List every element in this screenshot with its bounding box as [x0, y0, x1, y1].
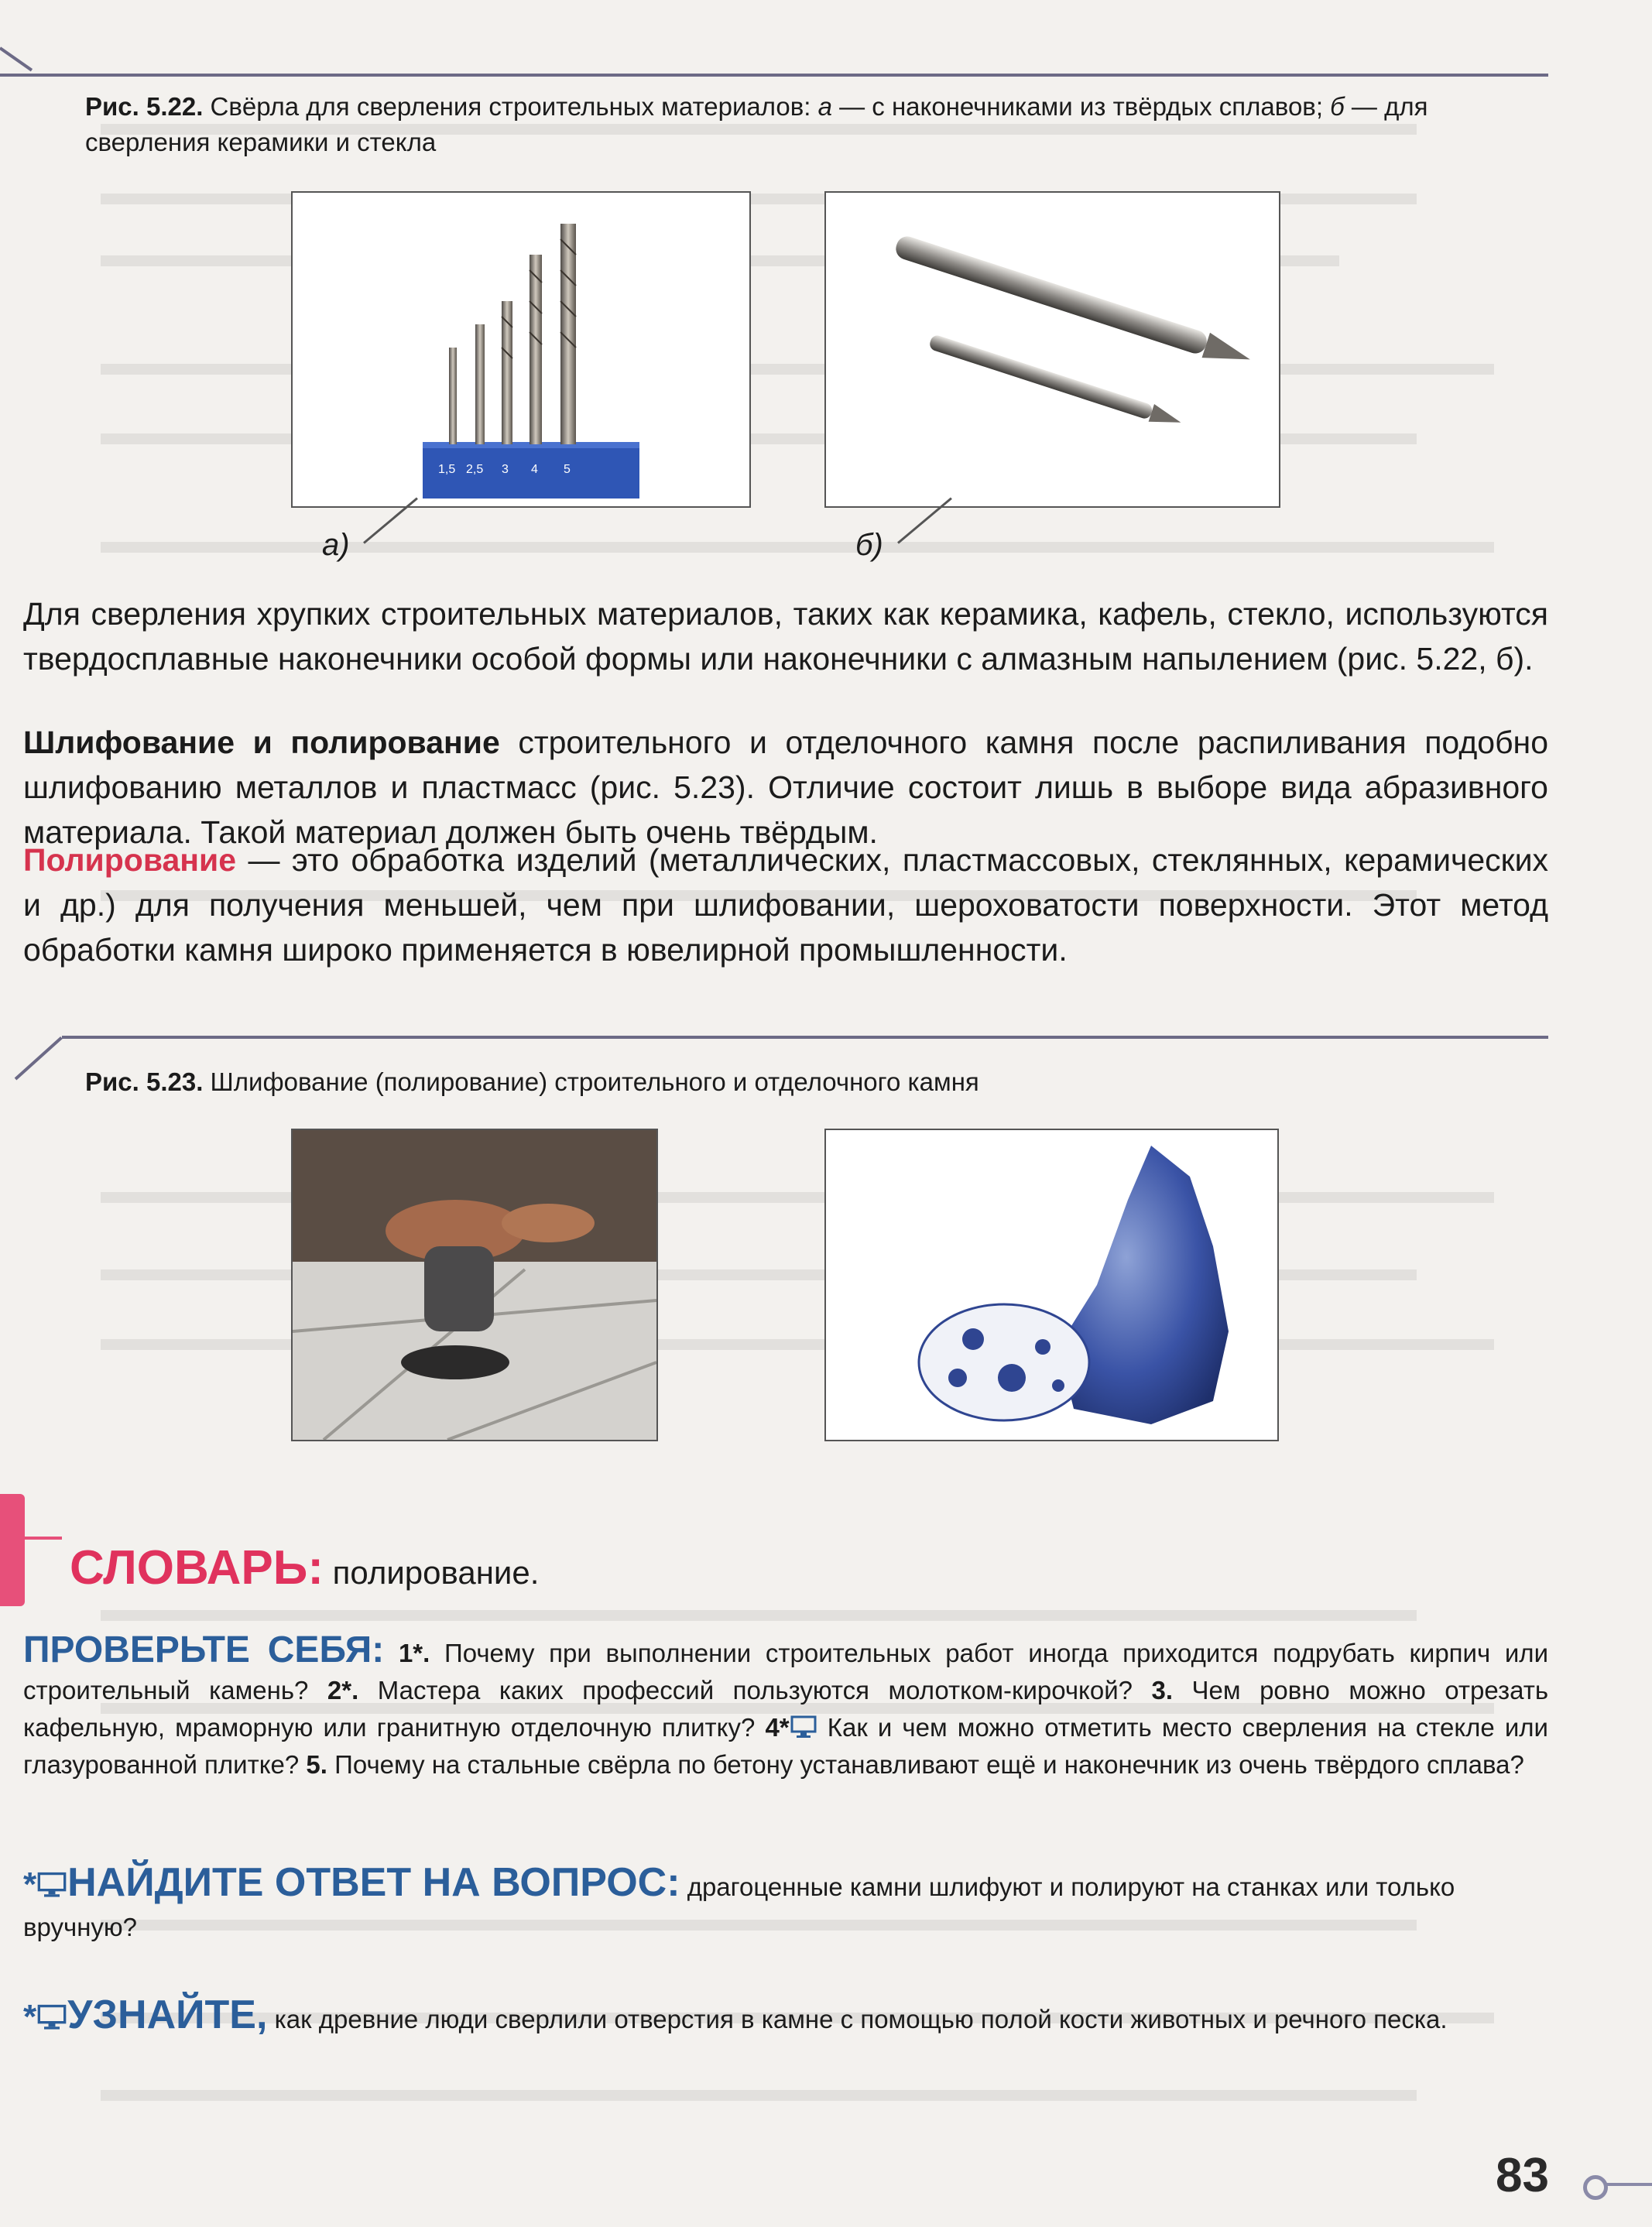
computer-icon: [790, 1715, 817, 1739]
side-marker: [0, 1494, 25, 1606]
term-grinding: Шлифование и полирование: [23, 725, 500, 760]
grinding-illustration: [293, 1130, 656, 1440]
drill-size-label: 2,5: [466, 463, 484, 476]
find-answer-block: [23, 1862, 1548, 1948]
find-answer-star: *: [23, 1866, 37, 1903]
find-answer-heading: НАЙДИТЕ ОТВЕТ НА ВОПРОС:: [67, 1860, 680, 1905]
side-marker-tick: [23, 1537, 62, 1540]
check-yourself-heading: ПРОВЕРЬТЕ СЕБЯ:: [23, 1629, 385, 1670]
figure-stones-photo: [824, 1129, 1279, 1441]
drill-size-label: 5: [564, 463, 571, 476]
check-yourself-block: ПРОВЕРЬТЕ СЕБЯ: 1*. Почему при выполнении строительных работ иногда приходится подрубать кирпич или строительный камень? 2*. Мастера каких профессий пользуются молотком-кирочкой? 3. Чем ровно можно отрезать кафельную, мраморную или гранитную отделочную плитку? 4* Как и чем можно отметить место сверления на стекле или глазурованной плитке? 5. Почему на стальные свёрла по бетону устанавливают ещё и наконечник из очень твёрдого сплава?: [23, 1629, 1549, 1779]
drill-set-illustration: [293, 193, 749, 506]
top-rule-corner: [0, 46, 33, 71]
computer-icon: [36, 1871, 67, 1899]
figure-5-23-caption: Рис. 5.23. Шлифование (полирование) строительного и отделочного камня: [85, 1067, 979, 1096]
find-answer-text: драгоценные камни шлифуют и полируют на станках или только вручную?: [23, 1872, 1455, 1941]
figure-grinding-photo: [291, 1129, 658, 1441]
paragraph-grinding: Шлифование и полирование строительного и отделочного камня после распиливания подобно шлифованию металлов и пластмасс (рис. 5.23). Отличие состоит лишь в выборе вида абразивного материала. Такой материал должен быть очень твёрдым.: [23, 725, 1548, 850]
term-polishing: Полирование: [23, 842, 237, 878]
drill-size-label: 1,5: [438, 463, 456, 476]
computer-icon: [36, 2003, 67, 2031]
figure-b-label: б): [855, 528, 883, 562]
figure-label: Рис. 5.22.: [85, 92, 204, 121]
learn-text: как древние люди сверлили отверстия в камне с помощью полой кости животных и речного песка.: [267, 2005, 1448, 2033]
figure-drill-set-image: [291, 191, 751, 508]
paragraph-polishing: Полирование — это обработка изделий (металлических, пластмассовых, стеклянных, керамических и др.) для получения меньшей, чем при шлифовании, шероховатости поверхности. Этот метод обработки камня широко применяется в ювелирной промышленности.: [23, 842, 1548, 968]
top-rule: [0, 74, 1548, 77]
learn-block: [23, 1992, 1548, 2039]
page-number-connector-line: [1606, 2183, 1652, 2186]
page-number: 83: [1496, 2149, 1549, 2202]
dictionary-text: полирование.: [323, 1554, 540, 1591]
tile-drills-illustration: [826, 193, 1279, 506]
middle-rule-corner: [15, 1036, 63, 1081]
paragraph-drilling: Для сверления хрупких строительных материалов, таких как керамика, кафель, стекло, используются твердосплавные наконечники особой формы или наконечники с алмазным напылением (рис. 5.22, б).: [23, 596, 1548, 677]
drill-size-label: 3: [502, 463, 509, 476]
page-number-connector: [1583, 2175, 1608, 2200]
stones-illustration: [826, 1130, 1277, 1440]
middle-rule: [62, 1036, 1548, 1039]
learn-heading: УЗНАЙТЕ,: [67, 1992, 268, 2037]
figure-tile-drills-image: [824, 191, 1280, 508]
dictionary-heading: СЛОВАРЬ:: [70, 1541, 324, 1595]
learn-star: *: [23, 1998, 37, 2036]
dictionary-block: [70, 1540, 539, 1595]
figure-5-22-caption: Рис. 5.22. Свёрла для сверления строительных материалов: а — с наконечниками из твёрдых сплавов; б — для сверления керамики и стекла: [85, 92, 1428, 156]
figure-a-label: а): [322, 528, 350, 562]
drill-size-label: 4: [531, 463, 538, 476]
